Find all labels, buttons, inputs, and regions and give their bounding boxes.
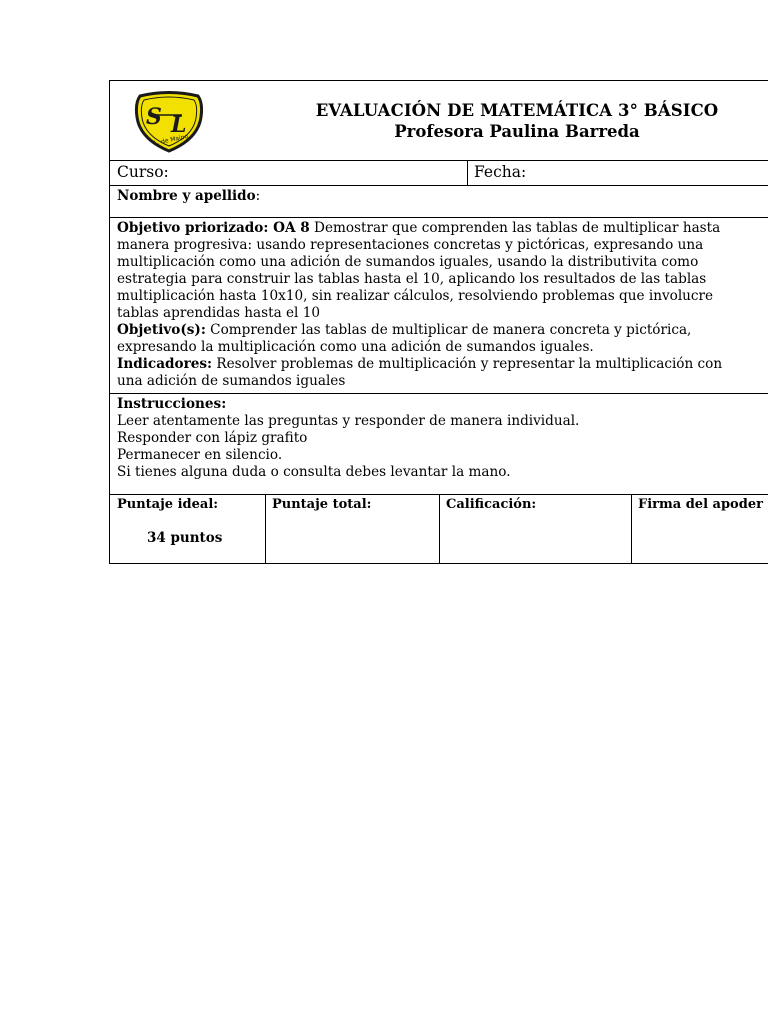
objective-section — [109, 217, 768, 394]
indicadores-line: una adición de sumandos iguales — [117, 373, 346, 389]
score-row — [109, 494, 768, 564]
instruction-item: Permanecer en silencio. — [117, 447, 283, 463]
indicadores-label: Indicadores: — [117, 356, 213, 372]
nombre-row — [109, 185, 768, 218]
objective-line: Objetivo priorizado: OA 8 Demostrar que comprenden las tablas de multiplicar hasta — [117, 220, 721, 236]
instructions-text — [117, 396, 768, 481]
nombre-field — [117, 188, 260, 204]
teacher-name: Profesora Paulina Barreda — [394, 122, 640, 141]
signature-label: Firma del apoder — [638, 497, 763, 512]
ideal-score-value: 34 puntos — [147, 530, 223, 546]
nombre-label: Nombre y apellido — [117, 188, 256, 204]
curso-label: Curso: — [117, 163, 169, 181]
instructions-label: Instrucciones: — [117, 396, 227, 412]
header-row — [109, 80, 768, 161]
fecha-label: Fecha: — [474, 163, 527, 181]
objective-line: multiplicación como una adición de sumandos iguales, usando la distributivita como — [117, 254, 699, 270]
objective-line: multiplicación hasta 10x10, sin realizar cálculos, resolviendo problemas que involucre — [117, 288, 714, 304]
objective-text — [117, 220, 768, 390]
objective-label: Objetivo priorizado: OA 8 — [117, 220, 310, 236]
instruction-item: Si tienes alguna duda o consulta debes levantar la mano. — [117, 464, 511, 480]
objetivos-label: Objetivo(s): — [117, 322, 206, 338]
nombre-colon: : — [255, 188, 261, 204]
column-divider — [631, 495, 632, 563]
objetivos-line: Objetivo(s): Comprender las tablas de multiplicar de manera concreta y pictórica, — [117, 322, 692, 338]
svg-text:L: L — [171, 112, 187, 138]
instruction-item: Responder con lápiz grafito — [117, 430, 308, 446]
objective-line: tablas aprendidas hasta el 10 — [117, 305, 321, 321]
indicadores-line: Indicadores: Resolver problemas de multiplicación y representar la multiplicación con — [117, 356, 723, 372]
instruction-item: Leer atentamente las preguntas y responder de manera individual. — [117, 413, 580, 429]
svg-text:S: S — [146, 104, 162, 130]
curso-fecha-row — [109, 160, 768, 186]
objective-line: estrategia para construir las tablas hasta el 10, aplicando los resultados de las tablas — [117, 271, 707, 287]
page-title: EVALUACIÓN DE MATEMÁTICA 3° BÁSICO — [315, 101, 719, 120]
column-divider — [439, 495, 440, 563]
total-score-label: Puntaje total: — [272, 497, 372, 512]
column-divider — [467, 161, 468, 185]
objective-line: manera progresiva: usando representaciones concretas y pictóricas, expresando una — [117, 237, 704, 253]
column-divider — [265, 495, 266, 563]
grade-label: Calificación: — [446, 497, 537, 512]
instructions-section — [109, 393, 768, 495]
ideal-score-label: Puntaje ideal: — [117, 497, 219, 512]
svg-text:L. de Maipo: L. de Maipo — [153, 133, 189, 148]
objetivos-line: expresando la multiplicación como una adición de sumandos iguales. — [117, 339, 594, 355]
